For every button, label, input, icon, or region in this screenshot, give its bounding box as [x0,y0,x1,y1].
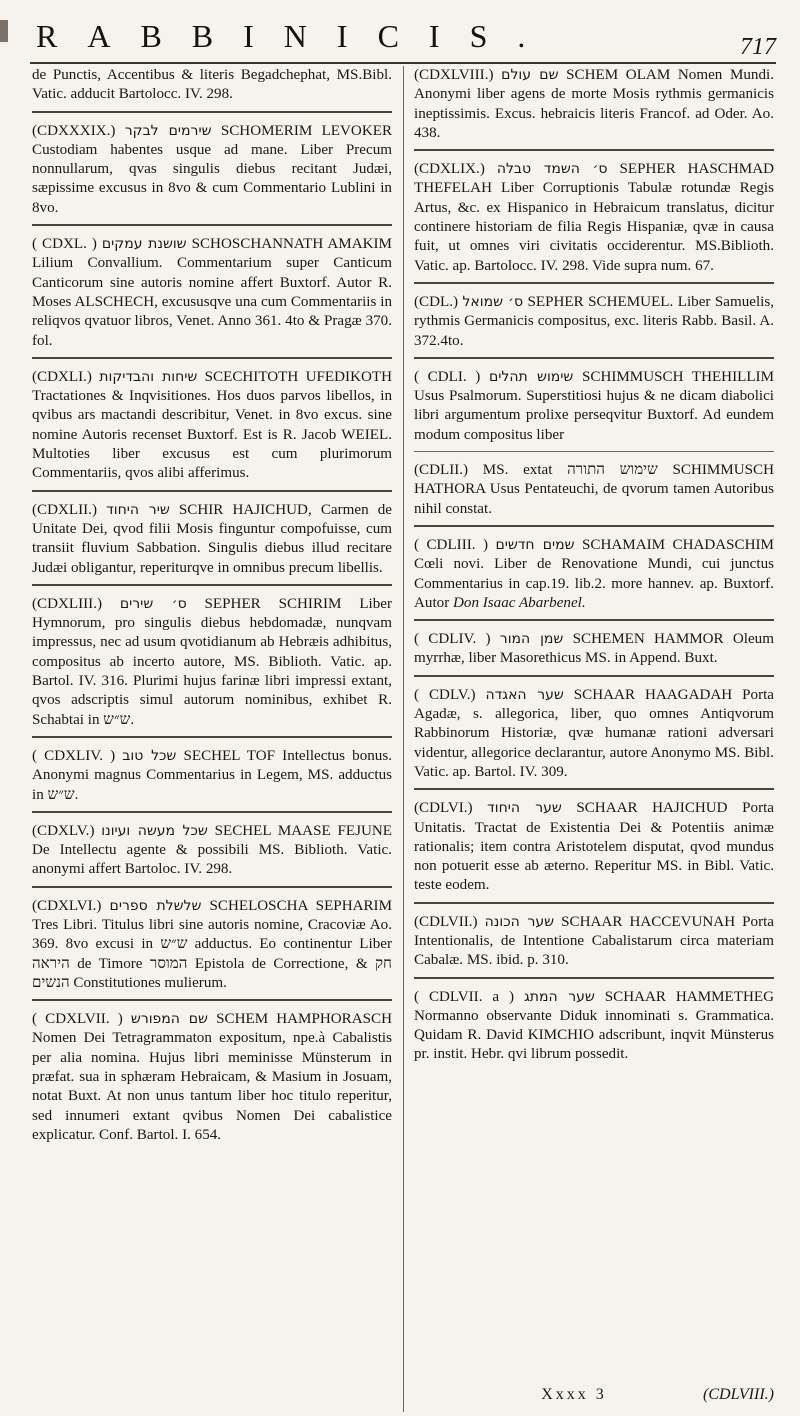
entry-cdxliii [32,595,392,730]
entry-number: (CDXLVI.) [32,897,102,914]
entry-number: ( CDLIV. ) [414,631,491,648]
entry-separator [414,619,774,621]
hebrew-title: שכל מעשה ועיונו [101,822,208,839]
entry-cdxli [32,368,392,484]
entry-number: (CDXLIX.) [414,161,485,178]
entry-text: ( CDLI. ) שימוש תהלים SCHIMMUSCH THEHILLIM Usus Psalmorum. Superstitiosi hujus & ne dicam diabolici libri argumentum prolixe perseqvitur Buxtorf. Ad eundem modum compositus liber [414,368,775,443]
running-title: RABBINICIS. [36,18,556,54]
entry-cdlvii [414,913,774,971]
entry-cdlv [414,686,774,782]
entry-text: (CDXLI.) שיחות והבדיקות SCECHITOTH UFEDIKOTH Tractationes & Inqvisitiones. Hos duos parvos libellos, in qvibus ars mactandi describitur, Venet. in 8vo excus. sine nomine Autoris recenset Buxtorf. Est is R. Jacob WEIEL. Multoties liber excusus est cum plurimorum Commentariis, qvos alibi afferimus. [32,368,392,482]
entry-cdxl [32,235,392,351]
catchword: (CDLVIII.) [703,1386,774,1403]
page-footer [414,1386,774,1404]
hebrew-title: שירמים לבקר [124,122,212,139]
entry-number: ( CDLI. ) [414,368,481,385]
entry-text: (CDLVII.) שער הכונה SCHAAR HACCEVUNAH Porta Intentionalis, de Intentione Cabalistarum circa materiam Cabalæ. MS. ibid. p. 310. [414,913,775,969]
hebrew-title: ס׳ השמד טבלה [496,161,608,178]
entry-number: (CDXLIII.) [32,595,102,612]
entry-separator [32,999,392,1001]
entry-cdxlv [32,822,392,880]
entry-number: (CDL.) [414,293,459,310]
entry-cdxlix [414,160,774,276]
entry-number: (CDXXXIX.) [32,122,116,139]
entry-separator [32,811,392,813]
entry-cdlvii-a [414,988,774,1065]
hebrew-title: שימוש תהלים [488,368,574,385]
entry-text: (CDXLV.) שכל מעשה ועיונו SECHEL MAASE FEJUNE De Intellectu agente & possibili MS. Biblioth. Vatic. anonymi affert Bartoloc. IV. 298. [32,822,392,878]
entry-separator [32,224,392,226]
hebrew-title: שלשלת ספרים [109,897,202,914]
entry-cdlii [414,461,774,519]
entry-number: (CDXLV.) [32,822,95,839]
entry-separator [32,111,392,113]
entry-number: ( CDLIII. ) [414,536,488,553]
entry-text: (CDLII.) MS. extat שימוש התורה SCHIMMUSCH HATHORA Usus Pentateuchi, de qvorum tamen Autoribus nihil constat. [414,462,774,517]
entry-text: ( CDLVII. a ) שער המתג SCHAAR HAMMETHEG Normanno observante Diduk innominati s. Grammatica. Quidam R. David KIMCHIO adscribunt, inqvit Münsterus pr. instit. Hebr. qvi librum possedit. [414,988,775,1063]
header-rule [30,62,776,64]
entry-separator [414,149,774,151]
entry-cdliv [414,630,774,669]
entry-text: ( CDLV.) שער האגדה SCHAAR HAAGADAH Porta Agadæ, s. allegorica, liber, quo omnes Antiqvorum Rabbinorum Historiæ, qvæ humanæ rationi adversari videntur, allegorice declarantur, autore Anonymo MS. Bibl. Vatic. ap. Bartol. IV. 309. [414,686,774,780]
hebrew-title: שושנת עמקים [101,236,187,253]
entry-text: ( CDXL. ) שושנת עמקים SCHOSCHANNATH AMAKIM Lilium Convallium. Commentarium super Canticum Canticorum sine autoris nomine affert Buxtorf. Autor R. Moses ALSCHECH, excususqve una cum Commentariis in reliqvos qvatuor libros, Venet. Anno 361. 4to & Pragæ 370. fol. [32,236,393,349]
left-column [32,66,392,1145]
entry-number: ( CDLVII. a ) [414,988,515,1005]
hebrew-title: שמים חדשים [495,536,575,553]
entry-separator [32,584,392,586]
entry-text: de Punctis, Accentibus & literis Begadchephat, MS.Bibl. Vatic. adducit Bartolocc. IV. 298. [32,67,392,103]
entry-separator [32,736,392,738]
entry-separator [32,490,392,492]
hebrew-title: שער המתג [524,988,595,1005]
signature-mark: Xxxx 3 [541,1386,607,1403]
entry-number: (CDXLI.) [32,368,92,385]
entry-separator [414,451,774,452]
entry-number: ( CDXLVII. ) [32,1011,123,1028]
entry-cdxlvii [32,1010,392,1145]
hebrew-title: שער האגדה [485,686,564,703]
entry-text: (CDXLVIII.) שם עולם SCHEM OLAM Nomen Mundi. Anonymi liber agens de morte Mosis rythmis germanicis ineptissimis. Excus. hebraicis literis Francof. ad Oder. Ao. 438. [414,67,774,141]
entry-separator [32,357,392,359]
page-number: 717 [740,34,776,60]
entry-cdxlviii [414,66,774,143]
entry-text: (CDXLIII.) ס׳ שירים SEPHER SCHIRIM Liber Hymnorum, pro singulis diebus hebdomadæ, nunqvam impressus, nec ad usum qvotidianum ab Hebræis adhibitus, compositus ab incerto autore, MS. Biblioth. Vatic. ap. Bartol. IV. 316. Plurimi hujus farinæ libri impressi extant, qvos adscriptis simul autorum nominibus, exhibet R. Schabtai in ש״ש. [32,595,393,728]
entry-number: (CDLVI.) [414,800,473,817]
hebrew-title: שיחות והבדיקות [99,368,198,385]
hebrew-title: שם עולם [501,67,559,83]
entry-separator [414,977,774,979]
entry-text: (CDXLII.) שיר היחוד SCHIR HAJICHUD, Carmen de Unitate Dei, qvod filii Mosis finguntur compofuisse, cum transiit fluvium Sabbation. Singulis diebus illud recitare Judæi obligantur, reperiturqve in omnibus precum libellis. [32,501,392,576]
hebrew-title: שם המפורש [130,1011,208,1028]
entry-text: (CDL.) ס׳ שמואל SEPHER SCHEMUEL. Liber Samuelis, rythmis Germanicis compositus, exc. literis Rabb. Basil. A. 372.4to. [414,293,774,349]
entry-number: (CDXLVIII.) [414,67,494,83]
hebrew-title: ס׳ שמואל [462,293,524,310]
entry-separator [414,902,774,904]
entry-text: ( CDXLVII. ) שם המפורש SCHEM HAMPHORASCH Nomen Dei Tetragrammaton expositum, npe.à Cabalistis per alia nomina. Hujus libri meminisse Münsterum in præfat. sua in sphæram Hebraicam, & Masium in Josuam, notat Buxt. At non unus tantum liber hoc titulo reperitur, sed innumeri extant qvibus Nomen Dei cabalistice explicatur. Conf. Bartol. I. 654. [32,1011,392,1143]
entry-number: (CDXLII.) [32,501,97,518]
entry-cdlvi [414,799,774,895]
binding-mark [0,20,8,42]
entry-cdl [414,293,774,351]
entry-cdxlvi [32,897,392,993]
entry-cdxliv [32,747,392,805]
entry-text: (CDXLVI.) שלשלת ספרים SCHELOSCHA SEPHARIM Tres Libri. Titulus libri sine autoris nomine, Cracoviæ Ao. 369. 8vo excusi in ש״ש adductus. Eo continentur Liber היראה de Timore המוסר Epistola de Correctione, & חק הנשים Constitutiones mulierum. [32,897,393,991]
entry-cdxxxix [32,122,392,218]
entry-separator [414,788,774,790]
entry-text: (CDXXXIX.) שירמים לבקר SCHOMERIM LEVOKER Custodiam habentes usque ad mane. Liber Precum nonnullarum, qvas singulis diebus recitant Judæi, sæpissime excusus in 8vo & cum Commentario Lublini in 8vo. [32,122,393,216]
entry-number: (CDLII.) [414,462,469,479]
entry-number: ( CDLV.) [414,686,476,703]
entry-separator [414,357,774,359]
entry-text: ( CDLIII. ) שמים חדשים SCHAMAIM CHADASCHIM Cœli novi. Liber de Renovatione Mundi, cui junctus Commentarius in cap.19. lib.2. more hannev. ap. Buxtorf. Autor Don Isaac Abarbenel. [414,536,774,611]
column-divider [403,66,404,1412]
entry-cdli [414,368,774,445]
hebrew-title: שיר היחוד [106,501,170,518]
entry-cdxlii [32,501,392,578]
hebrew-title: ס׳ שירים [119,595,187,612]
entry-separator [414,525,774,527]
entry-separator [414,675,774,677]
entry-separator [414,282,774,284]
entry-text: (CDLVI.) שער היחוד SCHAAR HAJICHUD Porta Unitatis. Tractat de Existentia Dei & Potentiis animæ rationalis; item contra Aristotelem disputat, qvod mundus non potuerit esse ab æterno. Reperitur MS. in Bibl. Vatic. teste eodem. [414,800,774,894]
right-column [414,66,774,1065]
entry-cdliii [414,536,774,613]
entry-text: ( CDXLIV. ) שכל טוב SECHEL TOF Intellectus bonus. Anonymi magnus Commentarius in Legem, MS. adductus in ש״ש. [32,747,392,803]
hebrew-title: שכל טוב [122,747,177,764]
hebrew-title: שמן המור [499,631,564,648]
entry-text: ( CDLIV. ) שמן המור SCHEMEN HAMMOR Oleum myrrhæ, liber Masorethicus MS. in Append. Buxt. [414,631,774,667]
entry-number: ( CDXL. ) [32,236,97,253]
entry-continuation [32,66,392,105]
hebrew-title: שער היחוד [487,800,562,817]
entry-number: ( CDXLIV. ) [32,747,116,764]
hebrew-title: שער הכונה [484,913,555,930]
entry-separator [32,886,392,888]
entry-text: (CDXLIX.) ס׳ השמד טבלה SEPHER HASCHMAD THEFELAH Liber Corruptionis Tabulæ rotundæ Regis Artus, &c. ex Hispanico in Hebraicum translatus, dicitur continere historiam de filia Regis Hispaniæ, qvæ in causa fuit, ut omnes viri civitatis occiderentur. MS.Biblioth. Vatic. ap. Bartolocc. IV. 298. Vide supra num. 67. [414,161,774,274]
entry-number: (CDLVII.) [414,913,478,930]
